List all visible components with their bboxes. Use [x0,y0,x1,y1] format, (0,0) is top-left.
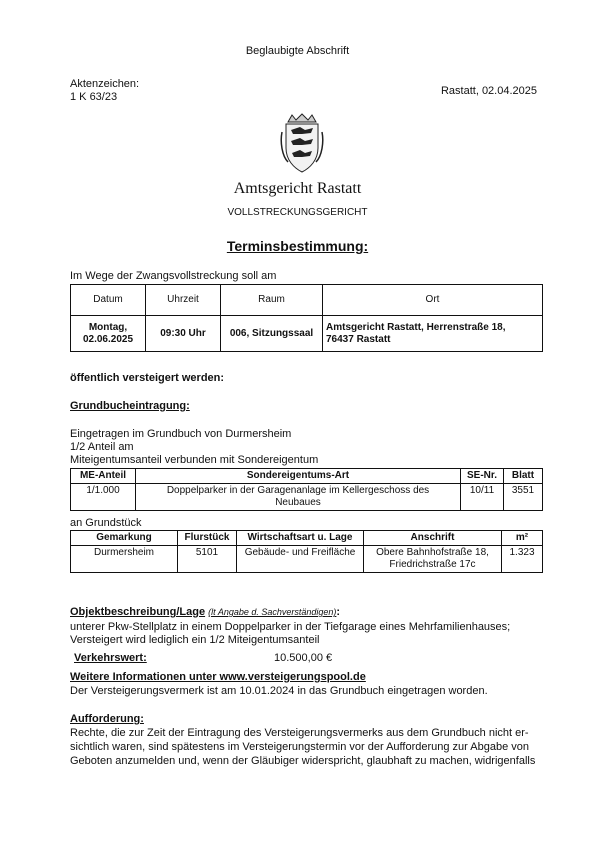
request-heading: Aufforderung: [70,713,144,725]
area-cell: 1.323 [502,546,543,573]
col-time: Uhrzeit [146,285,221,316]
court-department: VOLLSTRECKUNGSGERICHT [227,207,368,218]
col-se-no: SE-Nr. [461,469,504,484]
col-parcel: Flurstück [178,531,237,546]
market-value: 10.500,00 € [274,652,333,664]
time-cell: 09:30 Uhr [146,316,221,352]
request-line1: Rechte, die zur Zeit der Eintragung des Versteigerungsvermerks aus dem Grundbuch nicht er- [70,727,529,739]
place-date: Rastatt, 02.04.2025 [440,85,537,97]
date-cell [71,316,146,352]
coat-of-arms-icon [280,112,324,174]
share-cell: 1/1.000 [71,484,136,511]
col-se-type: Sondereigentums-Art [136,469,461,484]
se-type-line1: Doppelparker in der Garagenanlage im Kellergeschoss des [166,485,430,496]
ownership-table [70,468,543,511]
land-register-heading: Grundbucheintragung: [70,400,190,412]
land-register-line2: 1/2 Anteil am [70,441,134,453]
registration-note: Der Versteigerungsvermerk ist am 10.01.2024 in das Grundbuch eingetragen worden. [70,685,488,697]
address-cell [364,546,502,573]
sheet-cell: 3551 [504,484,543,511]
address-line1: Obere Bahnhofstraße 18, [376,547,489,558]
auction-statement: öffentlich versteigert werden: [70,372,225,384]
se-type-cell [136,484,461,511]
request-line2: sichtlich waren, sind spätestens im Versteigerungstermin vor der Aufforderung zur Abgabe von [70,741,529,753]
market-value-label: Verkehrswert: [74,652,147,664]
col-usage: Wirtschaftsart u. Lage [237,531,364,546]
se-no-cell: 10/11 [461,484,504,511]
object-line2: Versteigert wird lediglich ein 1/2 Miteigentumsanteil [70,634,320,646]
room-cell: 006, Sitzungssaal [221,316,323,352]
place-cell [323,316,543,352]
object-heading: Objektbeschreibung/Lage [70,606,206,618]
file-number: 1 K 63/23 [70,91,118,103]
plot-label: an Grundstück [70,517,142,529]
object-heading-line [70,606,340,619]
place-line2: 76437 Rastatt [326,333,391,345]
date-weekday: Montag, [88,321,128,333]
plot-table [70,530,543,573]
col-place: Ort [323,285,543,316]
col-me-share: ME-Anteil [71,469,136,484]
object-note: (lt Angabe d. Sachverständigen) [208,607,337,617]
district-cell: Durmersheim [71,546,178,573]
land-register-line1: Eingetragen im Grundbuch von Durmersheim [70,428,292,440]
page-title: Terminsbestimmung: [226,238,369,254]
court-name: Amtsgericht Rastatt [233,180,362,197]
date-value: 02.06.2025 [82,333,134,345]
col-address: Anschrift [364,531,502,546]
col-area: m² [502,531,543,546]
object-heading-colon: : [336,606,341,618]
certified-copy-label: Beglaubigte Abschrift [245,45,350,57]
file-number-label: Aktenzeichen: [70,78,140,90]
col-district: Gemarkung [71,531,178,546]
col-room: Raum [221,285,323,316]
object-line1: unterer Pkw-Stellplatz in einem Doppelparker in der Tiefgarage eines Mehrfamilienhauses; [70,621,511,633]
col-sheet: Blatt [504,469,543,484]
usage-cell: Gebäude- und Freifläche [237,546,364,573]
request-line3: Geboten anzumelden und, wenn der Gläubiger widerspricht, glaubhaft zu machen, widrigenfalls [70,755,536,767]
more-info-link[interactable]: Weitere Informationen unter www.versteigerungspool.de [70,671,366,683]
land-register-line3: Miteigentumsanteil verbunden mit Sondereigentum [70,454,319,466]
appointment-table [70,284,543,352]
col-date: Datum [71,285,146,316]
place-line1: Amtsgericht Rastatt, Herrenstraße 18, [326,321,506,333]
address-line2: Friedrichstraße 17c [389,559,476,570]
se-type-line2: Neubaues [275,497,321,508]
parcel-cell: 5101 [178,546,237,573]
intro-text: Im Wege der Zwangsvollstreckung soll am [70,270,277,282]
